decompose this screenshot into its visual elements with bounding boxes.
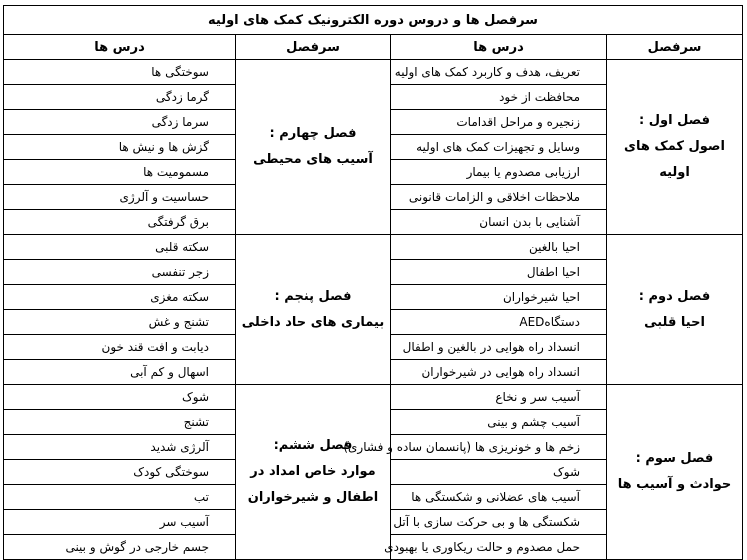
course-outline-table bbox=[3, 5, 743, 560]
chapter-subtitle: احیا قلبی bbox=[644, 314, 705, 330]
lesson-cell: جسم خارجی در گوش و بینی bbox=[3, 535, 235, 560]
course-outline-sheet bbox=[4, 5, 743, 554]
lesson-cell: سرما زدگی bbox=[3, 110, 235, 135]
chapter-cell bbox=[607, 235, 743, 385]
lesson-cell: آشنایی با بدن انسان bbox=[391, 210, 607, 235]
lesson-cell: برق گرفتگی bbox=[3, 210, 235, 235]
lesson-cell: تشنج و غش bbox=[3, 310, 235, 335]
lesson-cell: گرما زدگی bbox=[3, 85, 235, 110]
lesson-cell: آسیب چشم و بینی bbox=[391, 410, 607, 435]
table-row bbox=[3, 235, 742, 260]
header-chapter-left: سرفصل bbox=[236, 35, 391, 60]
chapter-cell bbox=[607, 385, 743, 560]
lesson-cell: وسایل و تجهیزات کمک های اولیه bbox=[391, 135, 607, 160]
lesson-cell: زنجیره و مراحل اقدامات bbox=[391, 110, 607, 135]
title-row bbox=[3, 6, 742, 35]
lesson-cell: سکته مغزی bbox=[3, 285, 235, 310]
lesson-cell: شکستگی ها و بی حرکت سازی با آتل bbox=[391, 510, 607, 535]
chapter-cell bbox=[236, 60, 391, 235]
lesson-cell: دیابت و افت قند خون bbox=[3, 335, 235, 360]
header-lessons-left: درس ها bbox=[3, 35, 235, 60]
chapter-title: فصل ششم: bbox=[273, 438, 353, 453]
table-body bbox=[3, 6, 742, 560]
chapter-title: فصل چهارم : bbox=[269, 126, 357, 141]
chapter-title: فصل اول : bbox=[639, 113, 710, 128]
lesson-cell: حمل مصدوم و حالت ریکاوری یا بهبودی bbox=[391, 535, 607, 560]
lesson-cell: سکته قلبی bbox=[3, 235, 235, 260]
lesson-cell: آسیب سر و نخاع bbox=[391, 385, 607, 410]
lesson-cell: محافظت از خود bbox=[391, 85, 607, 110]
lesson-cell: آسیب های عضلانی و شکستگی ها bbox=[391, 485, 607, 510]
lesson-cell: تعریف، هدف و کاربرد کمک های اولیه bbox=[391, 60, 607, 85]
chapter-subtitle: حوادث و آسیب ها bbox=[617, 477, 732, 492]
lesson-cell: آلرژی شدید bbox=[3, 435, 235, 460]
lesson-cell: انسداد راه هوایی در بالغین و اطفال bbox=[391, 335, 607, 360]
table-row bbox=[3, 385, 742, 410]
lesson-cell: زجر تنفسی bbox=[3, 260, 235, 285]
lesson-cell: ملاحظات اخلاقی و الزامات قانونی bbox=[391, 185, 607, 210]
chapter-subtitle: اصول کمک های اولیه bbox=[624, 139, 725, 180]
chapter-subtitle: بیماری های حاد داخلی bbox=[241, 314, 385, 330]
lesson-cell: تب bbox=[3, 485, 235, 510]
chapter-title: فصل دوم : bbox=[638, 288, 711, 304]
lesson-cell: گزش ها و نیش ها bbox=[3, 135, 235, 160]
chapter-subtitle: موارد خاص امداد در اطفال و شیرخواران bbox=[247, 464, 379, 505]
header-lessons-right: درس ها bbox=[391, 35, 607, 60]
lesson-cell: ارزیابی مصدوم یا بیمار bbox=[391, 160, 607, 185]
chapter-cell bbox=[607, 60, 743, 235]
lesson-cell: احیا شیرخواران bbox=[391, 285, 607, 310]
lesson-cell: زخم ها و خونریزی ها (پانسمان ساده و فشاری) bbox=[391, 435, 607, 460]
chapter-title: فصل سوم : bbox=[635, 451, 714, 466]
page-title: سرفصل ها و دروس دوره الکترونیک کمک های اولیه bbox=[3, 6, 742, 35]
lesson-cell: مسمومیت ها bbox=[3, 160, 235, 185]
chapter-title: فصل پنجم : bbox=[274, 288, 352, 304]
table-row bbox=[3, 60, 742, 85]
chapter-subtitle: آسیب های محیطی bbox=[253, 152, 373, 167]
lesson-cell: سوختگی کودک bbox=[3, 460, 235, 485]
lesson-cell: تشنج bbox=[3, 410, 235, 435]
lesson-cell: احیا بالغین bbox=[391, 235, 607, 260]
lesson-cell: دستگاهAED bbox=[391, 310, 607, 335]
lesson-cell: آسیب سر bbox=[3, 510, 235, 535]
lesson-cell: سوختگی ها bbox=[3, 60, 235, 85]
lesson-cell: احیا اطفال bbox=[391, 260, 607, 285]
header-row bbox=[3, 35, 742, 60]
lesson-cell: اسهال و کم آبی bbox=[3, 360, 235, 385]
header-chapter-right: سرفصل bbox=[607, 35, 743, 60]
lesson-cell: انسداد راه هوایی در شیرخواران bbox=[391, 360, 607, 385]
lesson-cell: شوک bbox=[3, 385, 235, 410]
lesson-cell: حساسیت و آلرژی bbox=[3, 185, 235, 210]
chapter-cell bbox=[236, 235, 391, 385]
lesson-cell: شوک bbox=[391, 460, 607, 485]
chapter-cell bbox=[236, 385, 391, 560]
